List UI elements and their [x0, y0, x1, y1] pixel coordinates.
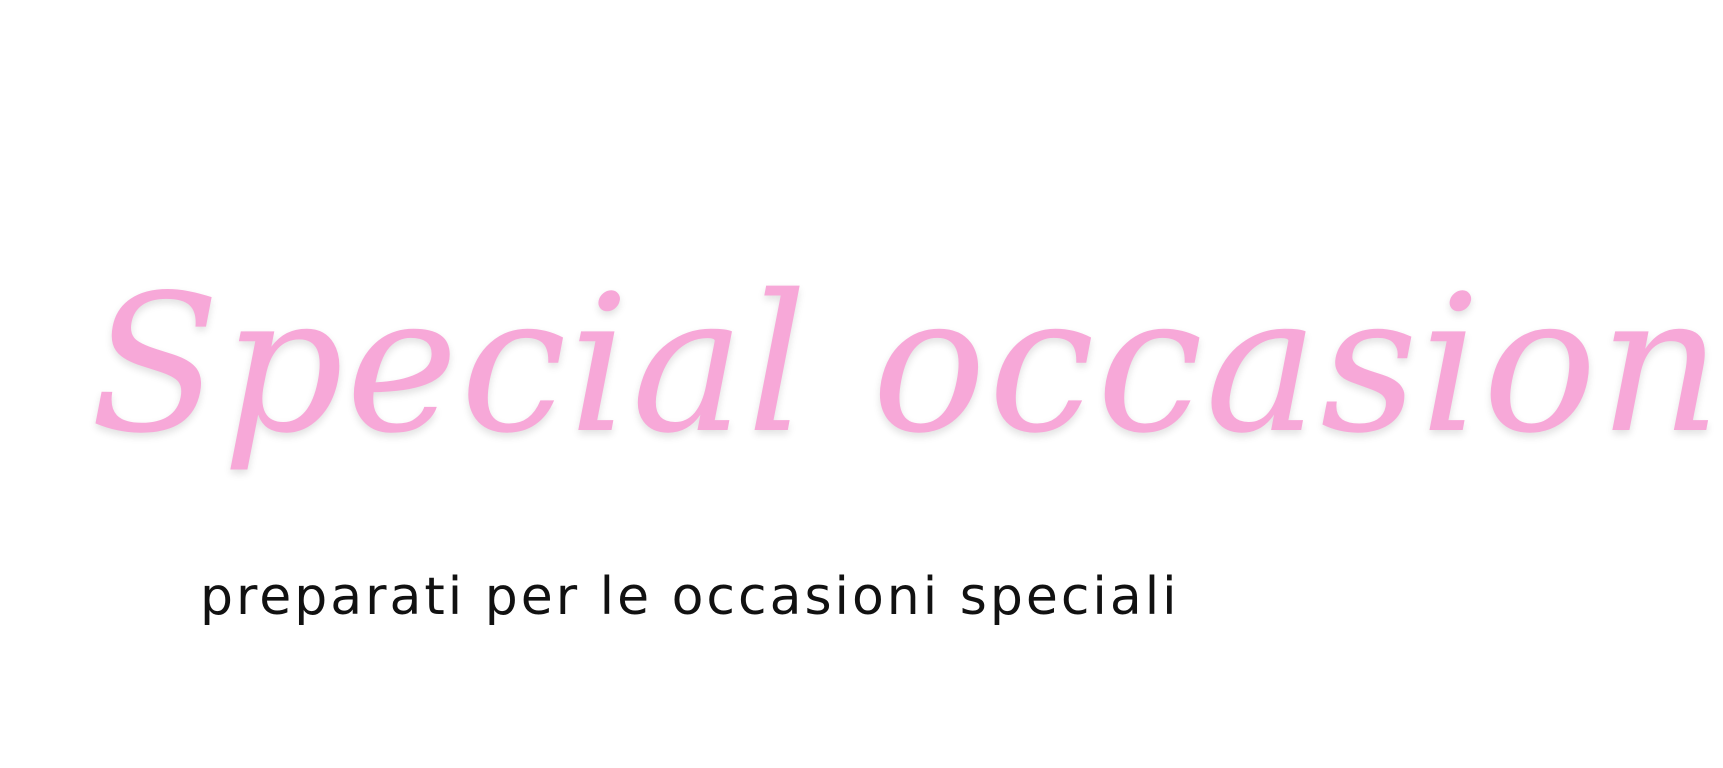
script-title: Special occasion — [90, 254, 1723, 475]
subtitle-text: preparati per le occasioni speciali — [200, 567, 1180, 627]
